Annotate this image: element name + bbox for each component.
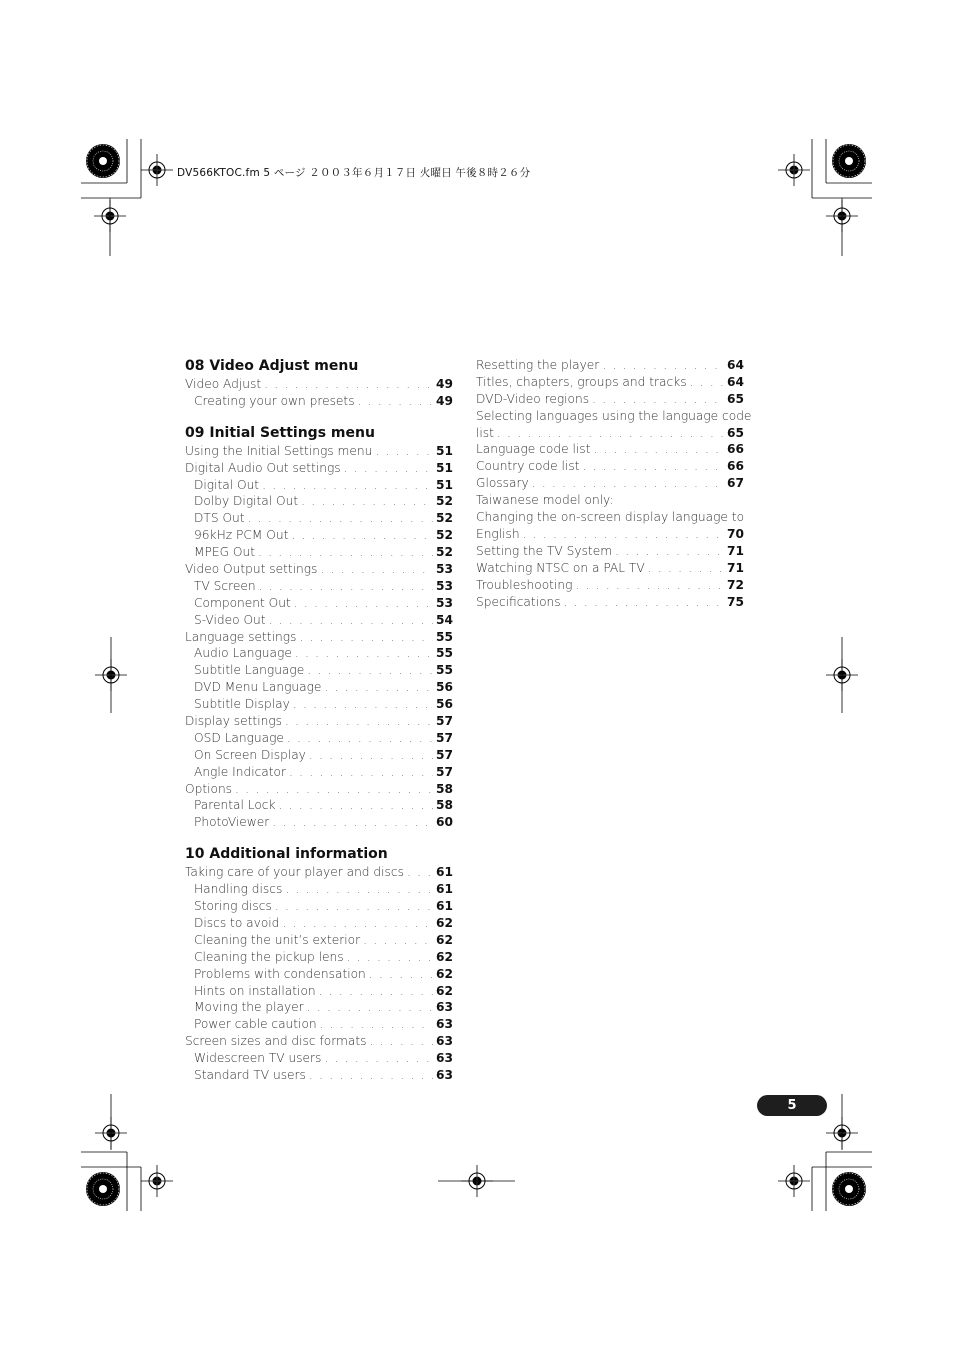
- toc-entry[interactable]: [476, 475, 744, 492]
- file-info-header: DV566KTOC.fm 5 ページ ２００３年６月１７日 火曜日 午後８時２６分: [177, 167, 531, 179]
- toc-entry-title: Specifications: [476, 594, 561, 609]
- toc-entry-page: 57: [436, 747, 453, 762]
- dot-leader: [564, 594, 724, 611]
- toc-entry-page: 65: [727, 391, 744, 406]
- toc-entry-title: Subtitle Language: [194, 663, 305, 678]
- toc-entry[interactable]: [185, 679, 453, 696]
- toc-entry-page: 62: [436, 915, 453, 930]
- toc-entry-title: Cleaning the pickup lens: [194, 949, 344, 964]
- toc-entry-title: DTS Out: [194, 511, 245, 526]
- toc-entry-title: Titles, chapters, groups and tracks: [476, 374, 687, 389]
- toc-entry-title: TV Screen: [194, 578, 256, 593]
- dot-leader: [575, 577, 724, 594]
- toc-entry-title: Standard TV users: [194, 1067, 306, 1082]
- dot-leader: [295, 645, 433, 662]
- toc-entry[interactable]: [476, 441, 744, 458]
- toc-entry-page: 56: [436, 680, 453, 695]
- dot-leader: [309, 747, 433, 764]
- toc-entry-title: Creating your own presets: [194, 393, 355, 408]
- toc-entry-title: On Screen Display: [194, 747, 306, 762]
- toc-entry-title: Hints on installation: [194, 983, 316, 998]
- toc-entry[interactable]: [185, 781, 453, 798]
- toc-entry-page: 62: [436, 932, 453, 947]
- toc-entry[interactable]: [476, 526, 744, 543]
- toc-entry-page: 57: [436, 764, 453, 779]
- toc-entry-page: 52: [436, 545, 453, 560]
- dot-leader: [294, 595, 433, 612]
- toc-entry[interactable]: [185, 477, 453, 494]
- dot-leader: [369, 966, 433, 983]
- toc-entry[interactable]: [185, 814, 453, 831]
- toc-entry-page: 62: [436, 966, 453, 981]
- toc-entry[interactable]: [185, 493, 453, 510]
- toc-entry-page: 58: [436, 781, 453, 796]
- toc-entry-page: 70: [727, 526, 744, 541]
- toc-entry-title: Using the Initial Settings menu: [185, 443, 373, 458]
- dot-leader: [272, 814, 433, 831]
- toc-entry[interactable]: [476, 391, 744, 408]
- toc-left-column: [185, 357, 453, 1098]
- dot-leader: [319, 983, 433, 1000]
- dot-leader: [293, 696, 433, 713]
- toc-entry[interactable]: [185, 864, 453, 881]
- toc-entry-page: 52: [436, 494, 453, 509]
- dot-leader: [289, 764, 433, 781]
- dot-leader: [532, 475, 724, 492]
- toc-entry-title: Taking care of your player and discs: [185, 865, 404, 880]
- toc-entry-page: 49: [436, 377, 453, 391]
- toc-entry-page: 54: [436, 612, 453, 627]
- toc-entry[interactable]: [185, 797, 453, 814]
- toc-entry-page: 51: [436, 443, 453, 458]
- dot-leader: [291, 527, 433, 544]
- dot-leader: [320, 1016, 433, 1033]
- toc-entry-title: Resetting the player: [476, 358, 600, 372]
- toc-entry-title: Angle Indicator: [194, 764, 286, 779]
- dot-leader: [301, 493, 433, 510]
- toc-entry[interactable]: [185, 966, 453, 983]
- toc-entry-title: Handling discs: [194, 882, 283, 897]
- toc-entry[interactable]: [185, 730, 453, 747]
- toc-entry-title: list: [476, 425, 494, 440]
- toc-entry-page: 58: [436, 798, 453, 813]
- toc-entry[interactable]: [185, 629, 453, 646]
- toc-entry-title: Widescreen TV users: [194, 1051, 322, 1066]
- toc-entry[interactable]: [185, 999, 453, 1016]
- toc-text-line: Taiwanese model only:: [476, 493, 614, 508]
- toc-entry-page: 63: [436, 1067, 453, 1082]
- dot-leader: [235, 781, 433, 798]
- toc-entry[interactable]: [185, 915, 453, 932]
- toc-entry[interactable]: [185, 510, 453, 527]
- toc-entry[interactable]: [185, 612, 453, 629]
- toc-entry-page: 71: [727, 560, 744, 575]
- toc-entry-page: 60: [436, 815, 453, 830]
- toc-entry[interactable]: [185, 376, 453, 393]
- dot-leader: [282, 915, 433, 932]
- dot-leader: [344, 460, 433, 477]
- toc-entry-page: 55: [436, 629, 453, 644]
- toc-entry[interactable]: [476, 577, 744, 594]
- toc-entry-page: 55: [436, 663, 453, 678]
- toc-entry-title: Power cable caution: [194, 1017, 317, 1032]
- page-number-badge: 5: [757, 1095, 827, 1116]
- toc-text-line: Changing the on-screen display language to: [476, 510, 745, 525]
- toc-entry[interactable]: [185, 1033, 453, 1050]
- toc-entry-title: Cleaning the unit’s exterior: [194, 932, 361, 947]
- toc-entry-page: 52: [436, 528, 453, 543]
- toc-entry-title: Dolby Digital Out: [194, 494, 299, 509]
- toc-entry[interactable]: [185, 713, 453, 730]
- toc-entry[interactable]: [185, 578, 453, 595]
- toc-entry[interactable]: [476, 374, 744, 391]
- toc-entry-title: OSD Language: [194, 730, 284, 745]
- toc-entry[interactable]: [185, 662, 453, 679]
- toc-entry-page: 66: [727, 459, 744, 474]
- toc-entry[interactable]: [476, 543, 744, 560]
- dot-leader: [275, 898, 433, 915]
- toc-entry-title: Country code list: [476, 459, 580, 474]
- toc-entry-title: Glossary: [476, 476, 529, 491]
- dot-leader: [324, 1050, 433, 1067]
- toc-entry-title: Audio Language: [194, 646, 292, 661]
- toc-entry-page: 67: [727, 476, 744, 491]
- dot-leader: [370, 1033, 434, 1050]
- dot-leader: [285, 713, 433, 730]
- dot-leader: [285, 881, 433, 898]
- dot-leader: [324, 679, 433, 696]
- toc-entry[interactable]: [185, 561, 453, 578]
- toc-entry-page: 71: [727, 543, 744, 558]
- toc-entry-title: MPEG Out: [194, 545, 255, 560]
- toc-entry[interactable]: [185, 881, 453, 898]
- toc-entry[interactable]: [476, 458, 744, 475]
- toc-entry[interactable]: [185, 1050, 453, 1067]
- toc-entry[interactable]: [476, 560, 744, 577]
- toc-entry-title: Storing discs: [194, 899, 272, 914]
- dot-leader: [602, 357, 724, 374]
- dot-leader: [259, 578, 433, 595]
- dot-leader: [287, 730, 433, 747]
- toc-entry-page: 64: [727, 358, 744, 372]
- toc-entry-title: Parental Lock: [194, 798, 276, 813]
- toc-entry-page: 52: [436, 511, 453, 526]
- toc-entry-page: 57: [436, 730, 453, 745]
- toc-entry-page: 63: [436, 1017, 453, 1032]
- toc-entry-page: 62: [436, 949, 453, 964]
- toc-entry-title: Troubleshooting: [476, 577, 573, 592]
- toc-entry[interactable]: [185, 443, 453, 460]
- toc-entry[interactable]: [185, 595, 453, 612]
- toc-section: [185, 424, 453, 831]
- dot-leader: [648, 560, 724, 577]
- toc-entry-page: 65: [727, 425, 744, 440]
- toc-entry-page: 61: [436, 865, 453, 880]
- toc-entry-page: 49: [436, 393, 453, 408]
- toc-entry-title: 96kHz PCM Out: [194, 528, 289, 543]
- toc-entry-title: Language code list: [476, 442, 591, 457]
- dot-leader: [320, 561, 433, 578]
- toc-entry[interactable]: [476, 594, 744, 611]
- toc-entry-page: 53: [436, 562, 453, 577]
- toc-entry-title: Setting the TV System: [476, 543, 613, 558]
- toc-entry[interactable]: [185, 460, 453, 477]
- section-heading: 08 Video Adjust menu: [185, 358, 359, 374]
- toc-entry-title: S-Video Out: [194, 612, 266, 627]
- dot-leader: [407, 864, 433, 881]
- toc-entry-title: Video Output settings: [185, 562, 318, 577]
- dot-leader: [592, 391, 724, 408]
- toc-entry-title: Watching NTSC on a PAL TV: [476, 560, 645, 575]
- toc-entry-title: Moving the player: [194, 1000, 304, 1015]
- toc-entry[interactable]: [185, 544, 453, 561]
- toc-entry-title: Digital Audio Out settings: [185, 460, 341, 475]
- toc-text-line: Selecting languages using the language code: [476, 408, 752, 423]
- toc-entry[interactable]: [476, 425, 744, 442]
- toc-entry-page: 53: [436, 578, 453, 593]
- toc-entry-title: Language settings: [185, 629, 297, 644]
- dot-leader: [248, 510, 433, 527]
- toc-entry-page: 51: [436, 477, 453, 492]
- dot-leader: [358, 393, 433, 410]
- toc-entry-title: Problems with condensation: [194, 966, 366, 981]
- toc-entry-page: 62: [436, 983, 453, 998]
- dot-leader: [264, 376, 433, 393]
- toc-entry[interactable]: [185, 983, 453, 1000]
- dot-leader: [582, 458, 724, 475]
- toc-entry-page: 51: [436, 460, 453, 475]
- dot-leader: [269, 612, 433, 629]
- toc-right-column: [476, 357, 752, 610]
- toc-entry[interactable]: [185, 932, 453, 949]
- dot-leader: [593, 441, 724, 458]
- dot-leader: [375, 443, 433, 460]
- toc-entry-title: Subtitle Display: [194, 697, 290, 712]
- toc-entry-page: 66: [727, 442, 744, 457]
- dot-leader: [615, 543, 724, 560]
- toc-entry-page: 56: [436, 697, 453, 712]
- toc-entry[interactable]: [185, 393, 453, 410]
- toc-entry-page: 75: [727, 594, 744, 609]
- toc-entry-page: 53: [436, 595, 453, 610]
- toc-section: [185, 357, 453, 410]
- toc-entry[interactable]: [185, 898, 453, 915]
- toc-entry-page: 57: [436, 714, 453, 729]
- dot-leader: [347, 949, 433, 966]
- toc-entry-page: 64: [727, 374, 744, 389]
- toc-entry-page: 61: [436, 899, 453, 914]
- toc-entry-page: 63: [436, 1034, 453, 1049]
- toc-entry[interactable]: [185, 696, 453, 713]
- toc-entry-title: PhotoViewer: [194, 815, 270, 830]
- toc-entry[interactable]: [476, 357, 744, 374]
- section-heading: 10 Additional information: [185, 846, 388, 863]
- toc-entry[interactable]: [185, 527, 453, 544]
- toc-entry-title: Display settings: [185, 714, 282, 729]
- toc-entry[interactable]: [185, 949, 453, 966]
- toc-entry-title: DVD Menu Language: [194, 680, 322, 695]
- toc-entry[interactable]: [185, 747, 453, 764]
- toc-entry-title: Screen sizes and disc formats: [185, 1034, 367, 1049]
- toc-entry-page: 61: [436, 882, 453, 897]
- toc-entry[interactable]: [185, 645, 453, 662]
- toc-entry-title: DVD-Video regions: [476, 391, 590, 406]
- toc-entry[interactable]: [185, 1067, 453, 1084]
- dot-leader: [307, 662, 433, 679]
- dot-leader: [307, 999, 433, 1016]
- dot-leader: [497, 425, 724, 442]
- toc-entry-title: Digital Out: [194, 477, 260, 492]
- dot-leader: [690, 374, 724, 391]
- dot-leader: [363, 932, 433, 949]
- toc-entry[interactable]: [185, 1016, 453, 1033]
- toc-entry-title: Discs to avoid: [194, 915, 280, 930]
- toc-entry-title: English: [476, 526, 520, 541]
- dot-leader: [279, 797, 433, 814]
- dot-leader: [258, 544, 433, 561]
- dot-leader: [309, 1067, 433, 1084]
- toc-entry[interactable]: [185, 764, 453, 781]
- dot-leader: [523, 526, 724, 543]
- toc-entry-page: 55: [436, 646, 453, 661]
- toc-section: [185, 845, 453, 1084]
- toc-entry-title: Video Adjust: [185, 377, 262, 391]
- toc-entry-page: 63: [436, 1000, 453, 1015]
- toc-entry-page: 72: [727, 577, 744, 592]
- toc-entry-title: Component Out: [194, 595, 291, 610]
- section-heading: 09 Initial Settings menu: [185, 424, 375, 441]
- toc-entry-title: Options: [185, 781, 233, 796]
- dot-leader: [299, 629, 433, 646]
- toc-entry-page: 63: [436, 1051, 453, 1066]
- dot-leader: [262, 477, 433, 494]
